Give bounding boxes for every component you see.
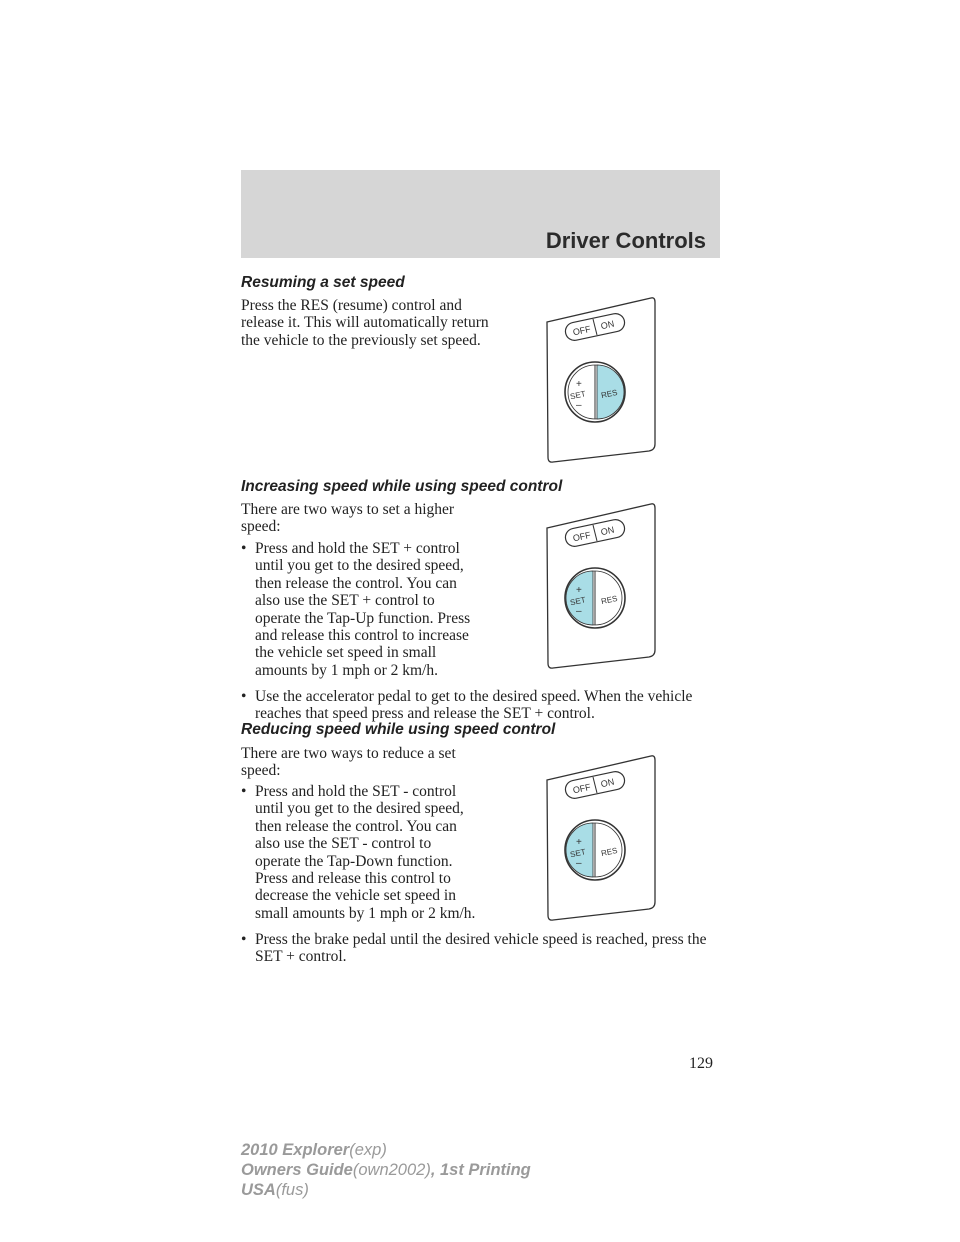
set-label: SET bbox=[569, 389, 587, 402]
bullet-text: Use the accelerator pedal to get to the desired speed. When the vehicle reaches that speed press and release the SET + control. bbox=[255, 688, 693, 723]
footer-model-code: (exp) bbox=[349, 1141, 387, 1159]
speed-control-figure-res bbox=[535, 294, 665, 464]
minus-label: – bbox=[576, 400, 582, 411]
set-label: SET bbox=[569, 847, 587, 860]
bullet-reduce-1: • Press and hold the SET - control until you get to the desired speed, then release the control. You can also use the SET - control to operate the Tap-Down function. Press and release this control to decrease the vehicle set speed in small amounts by 1 mph or 2 km/h. bbox=[241, 783, 476, 922]
para-increasing: There are two ways to set a higher speed: bbox=[241, 501, 455, 536]
off-label: OFF bbox=[571, 529, 592, 544]
plus-label: + bbox=[576, 585, 582, 596]
heading-reducing: Reducing speed while using speed control bbox=[241, 721, 556, 738]
footer-guide-code: (own2002) bbox=[352, 1161, 431, 1179]
on-label: ON bbox=[599, 318, 616, 332]
minus-label: – bbox=[576, 858, 582, 869]
footer-line-1 bbox=[241, 1140, 531, 1160]
header-band bbox=[241, 170, 720, 258]
section-title: Driver Controls bbox=[545, 228, 706, 253]
res-label: RES bbox=[600, 387, 619, 401]
page-number: 129 bbox=[689, 1055, 713, 1072]
para-reducing: There are two ways to reduce a set speed: bbox=[241, 745, 456, 780]
bullet-reduce-2: • Press the brake pedal until the desired vehicle speed is reached, press the SET + control. bbox=[241, 931, 721, 966]
heading-resuming: Resuming a set speed bbox=[241, 274, 405, 291]
bullet-text: Press the brake pedal until the desired vehicle speed is reached, press the SET + control. bbox=[255, 931, 707, 966]
footer-market: USA bbox=[241, 1181, 276, 1199]
footer-line-2 bbox=[241, 1160, 531, 1180]
bullet-increase-1: • Press and hold the SET + control until you get to the desired speed, then release the control. You can also use the SET + control to operate the Tap-Up function. Press and release this control to increase the vehicle set speed in small amounts by 1 mph or 2 km/h. bbox=[241, 540, 476, 679]
heading-increasing: Increasing speed while using speed control bbox=[241, 478, 563, 495]
para-resuming: Press the RES (resume) control and release it. This will automatically return the vehicle to the previously set speed. bbox=[241, 297, 489, 349]
plus-label: + bbox=[576, 379, 582, 390]
footer-model: 2010 Explorer bbox=[241, 1141, 350, 1159]
footer-printing: , 1st Printing bbox=[430, 1161, 531, 1179]
off-label: OFF bbox=[571, 781, 592, 796]
print-footer bbox=[241, 1140, 531, 1200]
footer-line-3 bbox=[241, 1180, 531, 1200]
res-label: RES bbox=[600, 845, 619, 859]
footer-market-code: (fus) bbox=[275, 1181, 309, 1199]
off-label: OFF bbox=[571, 323, 592, 338]
set-label: SET bbox=[569, 595, 587, 608]
on-label: ON bbox=[599, 776, 616, 790]
speed-control-figure-set-minus bbox=[535, 752, 665, 922]
footer-guide: Owners Guide bbox=[241, 1161, 353, 1179]
speed-control-figure-set-plus bbox=[535, 500, 665, 670]
minus-label: – bbox=[576, 606, 582, 617]
bullet-increase-2: • Use the accelerator pedal to get to the desired speed. When the vehicle reaches that speed press and release the SET + control. bbox=[241, 688, 721, 723]
on-label: ON bbox=[599, 524, 616, 538]
res-label: RES bbox=[600, 593, 619, 607]
bullet-text: Press and hold the SET + control until you get to the desired speed, then release the control. You can also use the SET + control to operate the Tap-Up function. Press and release this control to increase the vehicle set speed in small amounts by 1 mph or 2 km/h. bbox=[255, 540, 471, 679]
bullet-text: Press and hold the SET - control until you get to the desired speed, then release the control. You can also use the SET - control to operate the Tap-Down function. Press and release this control to decrease the vehicle set speed in small amounts by 1 mph or 2 km/h. bbox=[255, 783, 476, 922]
plus-label: + bbox=[576, 837, 582, 848]
